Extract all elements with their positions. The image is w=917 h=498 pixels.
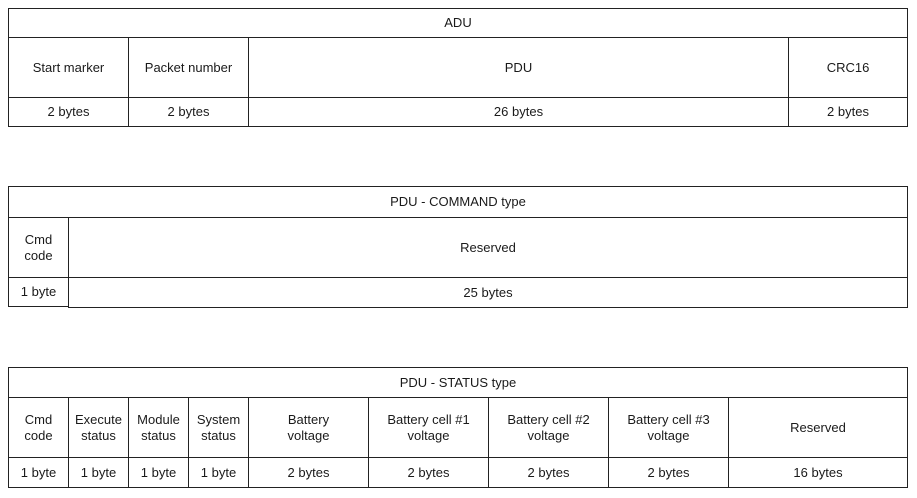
adu-size-pdu: 26 bytes <box>248 97 789 127</box>
pdu-status-field-cmd-code: Cmd code <box>8 397 69 458</box>
pdu-status-size-battery-cell-2-voltage: 2 bytes <box>488 457 609 488</box>
adu-size-crc16: 2 bytes <box>788 97 908 127</box>
pdu-status-size-reserved: 16 bytes <box>728 457 908 488</box>
adu-field-crc16: CRC16 <box>788 37 908 98</box>
pdu-command-size-reserved: 25 bytes <box>68 277 908 308</box>
adu-size-start-marker: 2 bytes <box>8 97 129 127</box>
adu-field-packet-number: Packet number <box>128 37 249 98</box>
pdu-status-size-cmd-code: 1 byte <box>8 457 69 488</box>
pdu-status-field-battery-cell-2-voltage: Battery cell #2 voltage <box>488 397 609 458</box>
pdu-status-size-battery-cell-3-voltage: 2 bytes <box>608 457 729 488</box>
pdu-status-field-battery-voltage: Battery voltage <box>248 397 369 458</box>
pdu-status-table-title: PDU - STATUS type <box>8 367 908 398</box>
pdu-command-field-cmd-code: Cmd code <box>8 217 69 278</box>
pdu-status-size-battery-voltage: 2 bytes <box>248 457 369 488</box>
pdu-status-field-module-status: Module status <box>128 397 189 458</box>
pdu-status-field-execute-status: Execute status <box>68 397 129 458</box>
adu-field-start-marker: Start marker <box>8 37 129 98</box>
adu-size-packet-number: 2 bytes <box>128 97 249 127</box>
pdu-status-field-battery-cell-3-voltage: Battery cell #3 voltage <box>608 397 729 458</box>
pdu-status-field-system-status: System status <box>188 397 249 458</box>
pdu-status-size-battery-cell-1-voltage: 2 bytes <box>368 457 489 488</box>
adu-table-title: ADU <box>8 8 908 38</box>
pdu-status-size-module-status: 1 byte <box>128 457 189 488</box>
pdu-command-field-reserved: Reserved <box>68 217 908 278</box>
pdu-command-size-cmd-code: 1 byte <box>8 277 69 307</box>
pdu-command-table-title: PDU - COMMAND type <box>8 186 908 218</box>
pdu-status-size-system-status: 1 byte <box>188 457 249 488</box>
pdu-status-field-reserved: Reserved <box>728 397 908 458</box>
adu-field-pdu: PDU <box>248 37 789 98</box>
pdu-status-size-execute-status: 1 byte <box>68 457 129 488</box>
pdu-status-field-battery-cell-1-voltage: Battery cell #1 voltage <box>368 397 489 458</box>
